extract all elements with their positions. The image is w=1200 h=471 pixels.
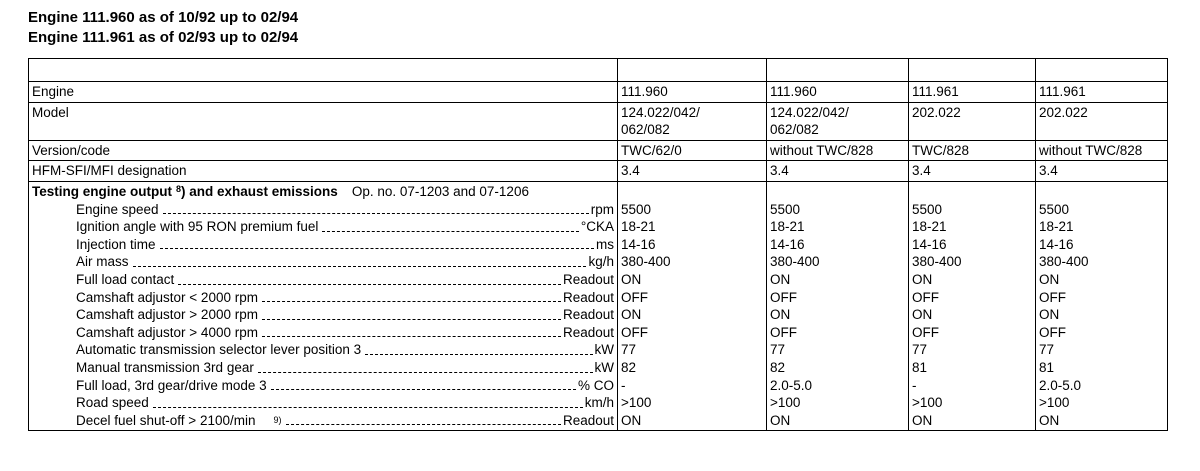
dot-leader (178, 284, 561, 285)
hfm-value: 3.4 (621, 163, 640, 179)
model-value-cell (1036, 102, 1168, 140)
parameter-value: >100 (912, 395, 943, 411)
parameter-row (76, 412, 614, 430)
header-line-2: Engine 111.961 as of 02/93 up to 02/94 (28, 29, 299, 46)
parameter-row (76, 377, 614, 395)
parameter-value: 77 (621, 342, 637, 358)
engine-label: Engine (32, 84, 75, 99)
parameter-value: OFF (912, 324, 939, 340)
dot-leader (322, 231, 578, 232)
testing-value-cell (767, 181, 909, 430)
engine-value: 111.961 (1039, 84, 1086, 99)
engine-value: 111.960 (621, 84, 668, 99)
document-header (28, 8, 298, 48)
parameter-label: Air mass (76, 254, 129, 270)
dot-leader (365, 354, 592, 355)
footnote-marker: 9) (273, 414, 282, 425)
parameter-value: 81 (1039, 359, 1055, 375)
parameter-value: OFF (770, 289, 797, 305)
parameter-label: Engine speed (76, 201, 159, 217)
engine-value-cell (909, 82, 1036, 103)
parameter-value: ON (621, 412, 642, 428)
version-label: Version/code (32, 142, 111, 158)
version-value-cell (1036, 140, 1168, 161)
version-value-cell (767, 140, 909, 161)
parameter-row (76, 324, 614, 342)
parameter-value: 18-21 (770, 219, 805, 235)
parameter-label: Ignition angle with 95 RON premium fuel (76, 219, 319, 235)
parameter-unit: kW (594, 342, 614, 358)
parameter-value: OFF (770, 324, 797, 340)
hfm-value-cell (909, 161, 1036, 182)
testing-value-spacer (912, 183, 1032, 201)
parameter-value: 5500 (1039, 201, 1070, 217)
model-value-line: 062/082 (770, 122, 819, 138)
parameter-value: ON (912, 307, 933, 323)
dot-leader (258, 372, 593, 373)
parameter-value: ON (1039, 271, 1060, 287)
parameter-unit: % CO (577, 377, 614, 393)
dot-leader (160, 248, 594, 249)
hfm-value: 3.4 (1039, 163, 1058, 179)
model-value-cell (909, 102, 1036, 140)
parameter-label: Camshaft adjustor > 2000 rpm (76, 307, 258, 323)
parameter-label: Decel fuel shut-off > 2100/min (76, 412, 256, 428)
hfm-value: 3.4 (770, 163, 789, 179)
parameter-row (76, 359, 614, 377)
parameter-value: 2.0-5.0 (770, 377, 813, 393)
hfm-value-cell (1036, 161, 1168, 182)
parameter-value: 2.0-5.0 (1039, 377, 1082, 393)
dot-leader (262, 336, 561, 337)
model-value-line: 124.022/042/ (770, 104, 849, 120)
parameter-value: 82 (770, 359, 786, 375)
parameter-value: ON (770, 307, 791, 323)
testing-row (29, 181, 1168, 430)
model-value-line: 062/082 (621, 122, 670, 138)
spacer-row (29, 59, 1168, 82)
parameter-label: Manual transmission 3rd gear (76, 359, 254, 375)
parameter-unit: kW (594, 359, 614, 375)
parameter-value: 14-16 (621, 236, 656, 252)
hfm-label: HFM-SFI/MFI designation (32, 163, 187, 179)
dot-leader (271, 389, 576, 390)
parameter-unit: Readout (562, 271, 614, 287)
parameter-unit: kg/h (588, 254, 614, 270)
parameter-value: ON (1039, 412, 1060, 428)
testing-value-spacer (1039, 183, 1164, 201)
parameter-value: 77 (912, 342, 928, 358)
version-value: without TWC/828 (770, 142, 874, 158)
version-label-cell (29, 140, 618, 161)
engine-value: 111.961 (912, 84, 959, 99)
parameter-value: OFF (1039, 289, 1066, 305)
parameter-value: ON (770, 412, 791, 428)
parameter-value: - (621, 377, 626, 393)
version-value-cell (909, 140, 1036, 161)
testing-value-cell (618, 181, 767, 430)
parameter-row (76, 306, 614, 324)
parameter-label: Camshaft adjustor < 2000 rpm (76, 289, 258, 305)
spec-table (28, 58, 1168, 431)
parameter-unit: rpm (590, 201, 614, 217)
parameter-row (76, 341, 614, 359)
parameter-value: 77 (770, 342, 786, 358)
testing-title-text: Testing engine output (32, 183, 172, 199)
parameter-value: 380-400 (912, 254, 962, 270)
parameter-value: OFF (912, 289, 939, 305)
engine-value: 111.960 (770, 84, 817, 99)
hfm-row (29, 161, 1168, 182)
testing-value-cell (909, 181, 1036, 430)
parameter-value: ON (621, 271, 642, 287)
parameter-value: 14-16 (770, 236, 805, 252)
parameter-label: Camshaft adjustor > 4000 rpm (76, 324, 258, 340)
version-value: TWC/828 (912, 142, 970, 158)
model-row (29, 102, 1168, 140)
parameter-unit: Readout (562, 289, 614, 305)
parameter-list (76, 201, 614, 430)
parameter-label: Road speed (76, 395, 149, 411)
testing-value-spacer (621, 183, 763, 201)
parameter-unit: Readout (562, 307, 614, 323)
dot-leader (262, 301, 561, 302)
parameter-value: 18-21 (621, 219, 656, 235)
footnote-marker: 8 (175, 183, 181, 194)
parameter-value: 380-400 (1039, 254, 1089, 270)
testing-value-spacer (770, 183, 905, 201)
dot-leader (163, 213, 589, 214)
parameter-value: 5500 (621, 201, 652, 217)
parameter-value: >100 (621, 395, 652, 411)
dot-leader (262, 319, 561, 320)
dot-leader (153, 407, 583, 408)
parameter-value: 82 (621, 359, 637, 375)
hfm-value-cell (767, 161, 909, 182)
model-value-cell (767, 102, 909, 140)
testing-label-cell (29, 181, 618, 430)
version-value: TWC/62/0 (621, 142, 682, 158)
dot-leader (133, 266, 587, 267)
parameter-unit: Readout (562, 412, 614, 428)
parameter-value: 18-21 (1039, 219, 1074, 235)
version-row (29, 140, 1168, 161)
version-value-cell (618, 140, 767, 161)
parameter-value: 18-21 (912, 219, 947, 235)
testing-title (32, 183, 614, 201)
parameter-value: - (912, 377, 917, 393)
header-line-1: Engine 111.960 as of 10/92 up to 02/94 (28, 9, 299, 26)
hfm-label-cell (29, 161, 618, 182)
engine-value-cell (767, 82, 909, 103)
parameter-value: 77 (1039, 342, 1055, 358)
parameter-unit: Readout (562, 324, 614, 340)
engine-label-cell (29, 82, 618, 103)
model-value-line: 202.022 (912, 104, 961, 120)
parameter-label: Injection time (76, 236, 156, 252)
dot-leader (286, 424, 561, 425)
parameter-row (76, 394, 614, 412)
model-value-line: 124.022/042/ (621, 104, 700, 120)
engine-value-cell (1036, 82, 1168, 103)
parameter-value: ON (770, 271, 791, 287)
parameter-value: 5500 (770, 201, 801, 217)
model-value-cell (618, 102, 767, 140)
parameter-value: 380-400 (770, 254, 820, 270)
parameter-row (76, 271, 614, 289)
parameter-value: ON (912, 271, 933, 287)
operation-number: Op. no. 07-1203 and 07-1206 (351, 183, 529, 199)
parameter-value: 81 (912, 359, 928, 375)
hfm-value-cell (618, 161, 767, 182)
model-value-line: 202.022 (1039, 104, 1088, 120)
parameter-value: 5500 (912, 201, 943, 217)
parameter-label: Full load contact (76, 271, 175, 287)
parameter-value: 380-400 (621, 254, 671, 270)
engine-row (29, 82, 1168, 103)
parameter-row (76, 253, 614, 271)
hfm-value: 3.4 (912, 163, 931, 179)
parameter-value: OFF (621, 324, 648, 340)
model-label: Model (32, 104, 69, 120)
parameter-value: OFF (621, 289, 648, 305)
parameter-value: OFF (1039, 324, 1066, 340)
parameter-unit: km/h (584, 395, 614, 411)
version-value: without TWC/828 (1039, 142, 1143, 158)
testing-value-cell (1036, 181, 1168, 430)
parameter-value: ON (912, 412, 933, 428)
parameter-unit: ms (596, 236, 614, 252)
parameter-value: 14-16 (912, 236, 947, 252)
parameter-row (76, 289, 614, 307)
testing-title-suffix: ) and exhaust emissions (181, 183, 338, 199)
model-label-cell (29, 102, 618, 140)
parameter-value: ON (1039, 307, 1060, 323)
parameter-unit: °CKA (580, 219, 614, 235)
parameter-value: ON (621, 307, 642, 323)
parameter-label: Full load, 3rd gear/drive mode 3 (76, 377, 267, 393)
parameter-value: >100 (1039, 395, 1070, 411)
parameter-label: Automatic transmission selector lever position 3 (76, 342, 362, 358)
parameter-row (76, 236, 614, 254)
parameter-row (76, 201, 614, 219)
engine-value-cell (618, 82, 767, 103)
parameter-row (76, 218, 614, 236)
parameter-value: 14-16 (1039, 236, 1074, 252)
parameter-value: >100 (770, 395, 801, 411)
